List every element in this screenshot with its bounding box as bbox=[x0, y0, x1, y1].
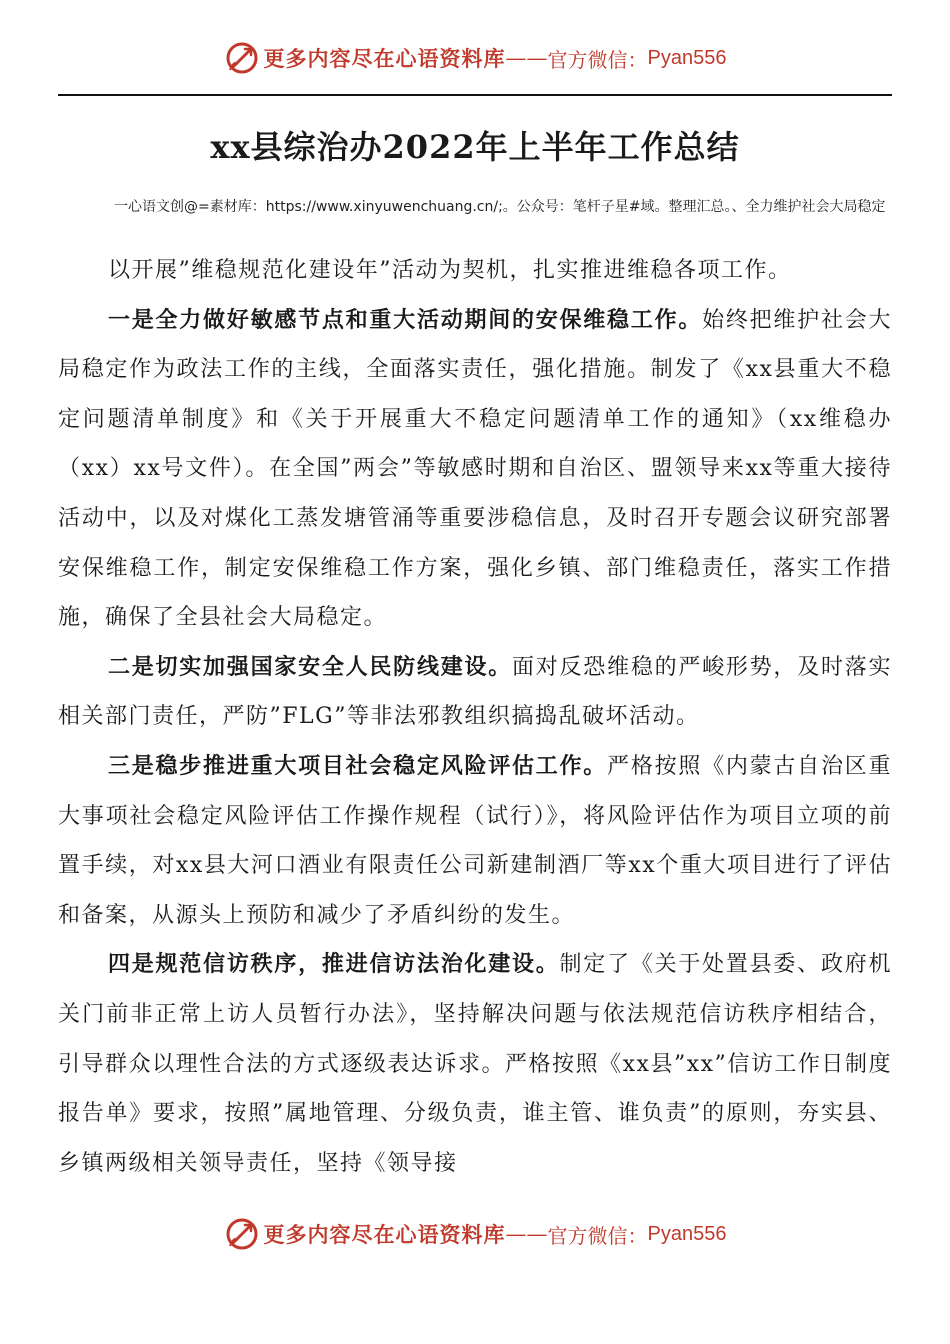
paragraph-text: 始终把维护社会大局稳定作为政法工作的主线，全面落实责任，强化措施。制发了《xx县重大不稳定问题清单制度》和《关于开展重大不稳定问题清单工作的通知》（xx维稳办（xx）xx号文件）。在全国”两会”等敏感时期和自治区、盟领导来xx等重大接待活动中，以及对煤化工蒸发塘管涌等重要涉稳信息，及时召开专题会议研究部署安保维稳工作，制定安保维稳工作方案，强化乡镇、部门维稳责任，落实工作措施，确保了全县社会大局稳定。 bbox=[58, 307, 892, 631]
document-body bbox=[58, 246, 892, 1188]
banner-separator: —— bbox=[505, 46, 548, 70]
logo-icon bbox=[224, 1216, 260, 1252]
banner-wechat-handle: Pyan556 bbox=[647, 1222, 727, 1245]
paragraph-1 bbox=[58, 296, 892, 643]
paragraph-text: 面对反恐维稳的严峻形势，及时落实相关部门责任，严防”FLG”等非法邪教组织搞捣乱破坏活动。 bbox=[58, 654, 892, 730]
paragraph-3 bbox=[58, 742, 892, 940]
source-line: 一心语文创@=素材库：https://www.xinyuwenchuang.cn/;。公众号：笔杆子星#域。整理汇总。、全力维护社会大局稳定 bbox=[114, 199, 886, 215]
paragraph-lead: 一是全力做好敏感节点和重大活动期间的安保维稳工作。 bbox=[108, 306, 703, 333]
paragraph-lead: 四是规范信访秩序，推进信访法治化建设。 bbox=[108, 951, 560, 978]
paragraph-text: 制定了《关于处置县委、政府机关门前非正常上访人员暂行办法》，坚持解决问题与依法规范信访秩序相结合，引导群众以理性合法的方式逐级表达诉求。严格按照《xx县”xx”信访工作日制度报告单》要求，按照”属地管理、分级负责，谁主管、谁负责”的原则，夯实县、乡镇两级相关领导责任，坚持《领导接 bbox=[58, 952, 892, 1176]
banner-main-text: 更多内容尽在心语资料库 bbox=[263, 46, 506, 71]
paragraph-4 bbox=[58, 940, 892, 1188]
paragraph-lead: 二是切实加强国家安全人民防线建设。 bbox=[108, 653, 513, 680]
banner-wechat-label: 官方微信： bbox=[547, 1223, 648, 1248]
paragraph-2 bbox=[58, 643, 892, 742]
banner-wechat-handle: Pyan556 bbox=[647, 46, 727, 69]
paragraph-lead: 三是稳步推进重大项目社会稳定风险评估工作。 bbox=[108, 752, 608, 779]
paragraph-0 bbox=[58, 246, 892, 296]
paragraph-text: 以开展”维稳规范化建设年”活动为契机，扎实推进维稳各项工作。 bbox=[108, 258, 792, 283]
paragraph-text: 严格按照《内蒙古自治区重大事项社会稳定风险评估工作操作规程（试行）》，将风险评估作为项目立项的前置手续，对xx县大河口酒业有限责任公司新建制酒厂等xx个重大项目进行了评估和备案，从源头上预防和减少了矛盾纠纷的发生。 bbox=[58, 753, 892, 928]
footer-banner bbox=[0, 1214, 950, 1254]
header-divider bbox=[58, 94, 892, 96]
banner-separator: —— bbox=[505, 1222, 548, 1246]
document-title: xx县综治办2022年上半年工作总结 bbox=[210, 128, 740, 166]
banner-wechat-label: 官方微信： bbox=[547, 47, 648, 72]
header-banner bbox=[0, 38, 950, 78]
banner-main-text: 更多内容尽在心语资料库 bbox=[263, 1222, 506, 1247]
logo-icon bbox=[224, 40, 260, 76]
